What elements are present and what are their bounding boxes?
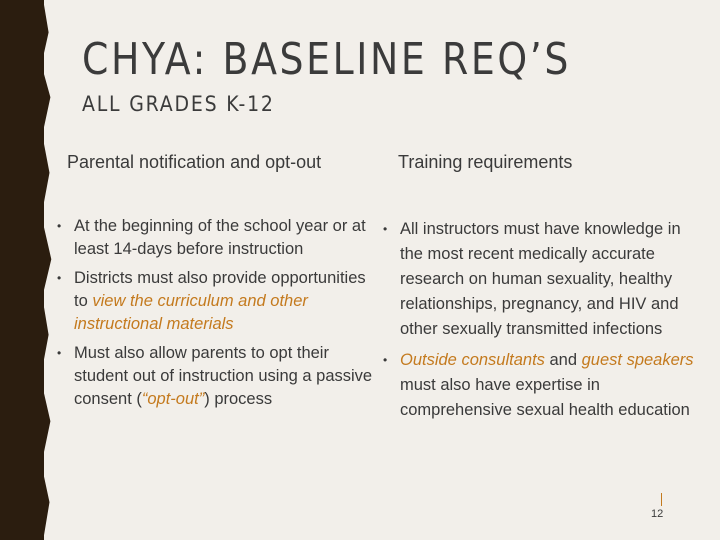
left-bullet-2 [57, 267, 375, 336]
bullet-text: Must also allow parents to opt their student out of instruction using a passive consent ( [74, 344, 373, 408]
slide-subtitle: ALL GRADES K-12 [82, 92, 275, 116]
bullet-text-end: ) process [204, 390, 273, 408]
right-bullet-2 [383, 348, 701, 423]
right-bullet-list [383, 217, 701, 429]
bullet-emphasis: “opt-out” [141, 390, 205, 408]
bullet-text-end: must also have expertise in comprehensive sexual health education [400, 376, 690, 419]
bullet-marker: • [57, 346, 62, 360]
bullet-marker: • [57, 271, 62, 285]
bullet-marker: • [383, 353, 388, 367]
bullet-marker: • [383, 222, 388, 236]
left-column-heading: Parental notification and opt-out [67, 152, 322, 172]
bullet-marker: • [57, 219, 62, 233]
sidebar-rough-edge [36, 0, 54, 540]
left-bullet-1 [57, 215, 375, 261]
right-bullet-1 [383, 217, 701, 342]
left-bullet-list [57, 215, 375, 417]
right-column-heading: Training requirements [398, 152, 573, 172]
bullet-emphasis: Outside consultants [400, 351, 545, 369]
bullet-emphasis: guest speakers [581, 351, 694, 369]
page-number: 12 [651, 508, 664, 520]
bullet-text: Districts must also provide opportunities to [74, 269, 366, 310]
left-bullet-3 [57, 342, 375, 411]
bullet-text: All instructors must have knowledge in the most recent medically accurate research on human sexuality, healthy relationships, pregnancy, and HIV and other sexually transmitted infections [400, 220, 681, 338]
slide-title: CHYA: BASELINE REQ’S [82, 34, 571, 85]
bullet-emphasis: view the curriculum and other instructional materials [74, 292, 308, 333]
page-number-rule [661, 493, 662, 506]
bullet-text: and [544, 351, 582, 369]
bullet-text: At the beginning of the school year or at least 14-days before instruction [74, 217, 366, 258]
